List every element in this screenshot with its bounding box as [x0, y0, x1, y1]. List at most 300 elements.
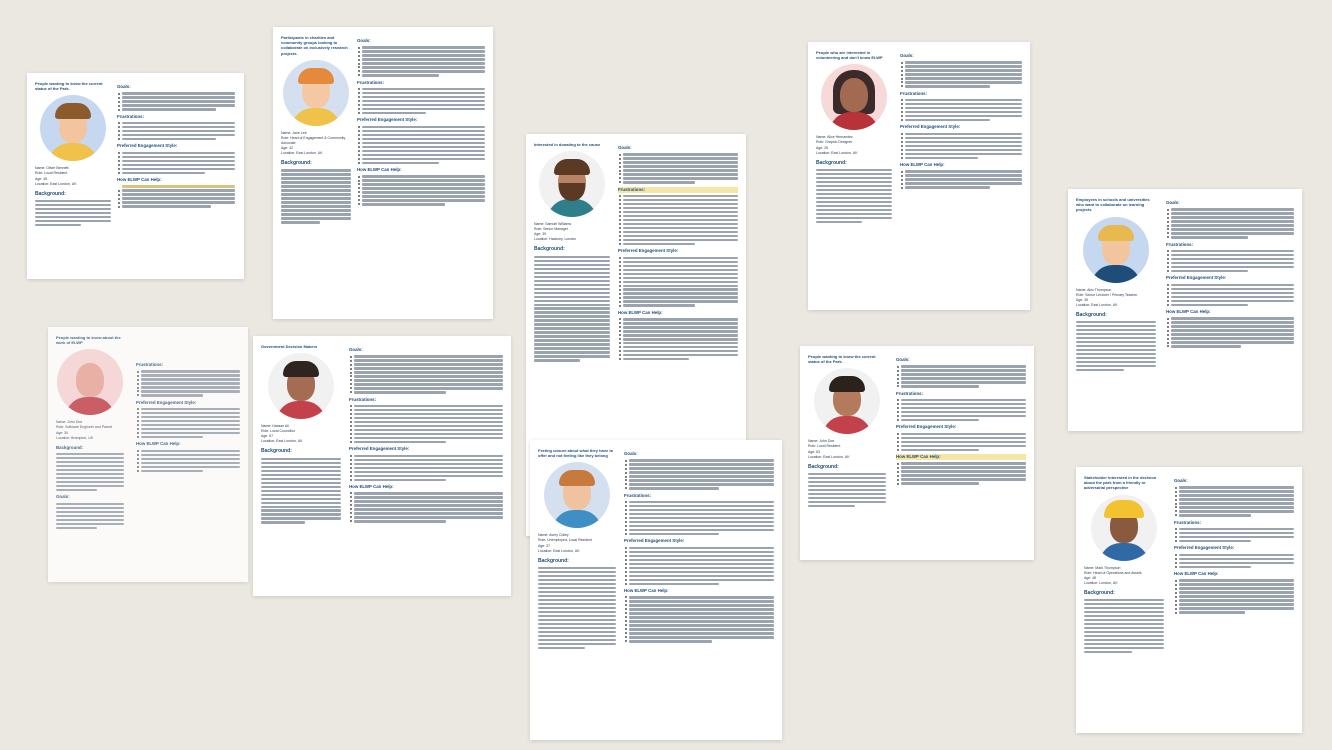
text-line — [354, 496, 503, 498]
text-line — [1179, 591, 1294, 593]
text-line — [623, 199, 738, 201]
text-line — [35, 208, 111, 210]
text-line — [1171, 216, 1294, 218]
text-line — [816, 213, 892, 215]
text-line — [629, 501, 774, 503]
text-line — [623, 257, 738, 259]
text-line — [623, 169, 738, 171]
frustrations-heading: Frustrations: — [1174, 519, 1202, 525]
text-line — [905, 174, 1022, 176]
persona-role: Role: Local Councillor — [261, 429, 296, 434]
text-line — [629, 471, 774, 473]
text-line — [816, 217, 892, 219]
text-line — [354, 441, 446, 443]
text-line — [623, 165, 738, 167]
background-heading: Background: — [808, 463, 839, 470]
text-line — [629, 624, 774, 626]
text-line — [623, 277, 738, 279]
persona-role: Role: Local Resident — [808, 444, 841, 449]
text-line — [354, 359, 503, 361]
text-line — [629, 600, 774, 602]
persona-card-9 — [800, 346, 1034, 560]
text-line — [362, 104, 485, 106]
text-line — [362, 88, 485, 90]
text-line — [629, 483, 774, 485]
text-line — [1171, 296, 1294, 298]
text-line — [1076, 361, 1156, 363]
text-line — [1171, 325, 1294, 327]
text-line — [261, 502, 341, 504]
text-line — [534, 307, 610, 309]
text-line — [362, 158, 485, 160]
text-line — [629, 509, 774, 511]
text-line — [122, 205, 211, 207]
text-line — [1171, 220, 1294, 222]
text-line — [56, 527, 97, 529]
text-line — [56, 465, 124, 467]
help-heading: How ELWP Can Help: — [136, 441, 181, 447]
text-line — [816, 205, 892, 207]
text-line — [623, 342, 738, 344]
background-heading: Background: — [35, 190, 66, 197]
text-line — [261, 458, 341, 460]
text-line — [1171, 266, 1294, 268]
text-line — [362, 50, 485, 52]
text-line — [141, 450, 240, 452]
text-line — [1179, 562, 1294, 564]
card-title: People wanting to know the current status of the Park. — [808, 354, 876, 365]
background-heading: Background: — [534, 246, 565, 253]
persona-age: Age: 48 — [1084, 575, 1097, 580]
text-line — [623, 157, 738, 159]
persona-name: Name: Mark Thompson — [1084, 565, 1121, 570]
text-line — [1179, 494, 1294, 496]
text-line — [141, 416, 240, 418]
text-line — [534, 315, 610, 317]
text-line — [623, 173, 738, 175]
help-heading: How ELWP Can Help: — [618, 309, 663, 315]
text-line — [122, 189, 235, 191]
text-line — [808, 489, 886, 491]
persona-age: Age: 42 — [281, 145, 294, 150]
text-line — [141, 466, 240, 468]
text-line — [354, 520, 446, 522]
persona-name: Name: John Doe — [56, 420, 83, 425]
avatar — [57, 349, 123, 415]
text-line — [281, 193, 351, 195]
text-line — [354, 379, 503, 381]
text-line — [629, 640, 712, 642]
text-line — [816, 209, 892, 211]
text-line — [623, 304, 695, 306]
text-line — [261, 474, 341, 476]
text-line — [56, 523, 124, 525]
text-line — [1076, 357, 1156, 359]
text-line — [281, 221, 320, 223]
text-line — [354, 371, 503, 373]
persona-location: Location: East London, UK — [281, 151, 323, 155]
text-line — [362, 126, 485, 128]
text-line — [901, 474, 1026, 476]
text-line — [362, 100, 485, 102]
text-line — [362, 62, 485, 64]
text-line — [362, 130, 485, 132]
persona-card-7 — [253, 336, 511, 596]
text-line — [354, 413, 503, 415]
text-line — [141, 424, 240, 426]
card-title: People who are interested in volunteering and don't know ELWP — [816, 50, 883, 61]
text-line — [808, 505, 855, 507]
persona-role: Role: Head of Engagement & Community Advocate — [281, 135, 346, 145]
text-line — [362, 195, 485, 197]
text-line — [901, 482, 979, 484]
text-line — [1076, 337, 1156, 339]
persona-role: Role: Unemployed, Local Resident — [538, 538, 592, 543]
text-line — [56, 515, 124, 517]
text-line — [1171, 284, 1294, 286]
text-line — [1171, 321, 1294, 323]
text-line — [261, 470, 341, 472]
text-line — [1171, 258, 1294, 260]
text-line — [362, 183, 485, 185]
text-line — [362, 58, 485, 60]
text-line — [1171, 236, 1248, 238]
text-line — [629, 571, 774, 573]
text-line — [538, 627, 616, 629]
text-line — [816, 181, 892, 183]
text-line — [623, 326, 738, 328]
goals-heading: Goals: — [56, 494, 70, 500]
text-line — [261, 513, 341, 515]
text-line — [1171, 317, 1294, 319]
goals-heading: Goals: — [349, 347, 363, 352]
text-line — [901, 377, 1026, 379]
text-line — [1179, 536, 1294, 538]
text-line — [629, 612, 774, 614]
text-line — [261, 482, 341, 484]
background-heading: Background: — [56, 444, 84, 450]
text-line — [1179, 506, 1294, 508]
text-line — [623, 292, 738, 294]
text-line — [1084, 607, 1164, 609]
text-line — [534, 351, 610, 353]
text-line — [1171, 212, 1294, 214]
text-line — [35, 216, 111, 218]
text-line — [1179, 595, 1294, 597]
text-line — [35, 220, 111, 222]
text-line — [534, 327, 610, 329]
text-line — [354, 471, 503, 473]
text-line — [534, 323, 610, 325]
text-line — [1084, 631, 1164, 633]
text-line — [354, 383, 503, 385]
persona-role: Role: Head of Operations and Assets — [1084, 570, 1142, 575]
persona-name: Name: Avery Colley — [538, 533, 569, 538]
text-line — [905, 157, 978, 159]
goals-heading: Goals: — [357, 38, 371, 43]
text-line — [1084, 615, 1164, 617]
text-line — [362, 199, 485, 201]
text-line — [623, 211, 738, 213]
text-line — [1084, 619, 1164, 621]
text-line — [534, 335, 610, 337]
text-line — [534, 268, 610, 270]
text-line — [362, 74, 439, 76]
text-line — [362, 179, 485, 181]
help-heading: How ELWP Can Help: — [357, 166, 402, 172]
text-line — [362, 108, 485, 110]
help-heading: How ELWP Can Help: — [117, 177, 162, 183]
text-line — [122, 100, 235, 102]
background-heading: Background: — [816, 159, 847, 166]
text-line — [629, 583, 719, 585]
text-line — [816, 221, 862, 223]
text-line — [122, 172, 205, 174]
text-line — [281, 181, 351, 183]
text-line — [901, 365, 1026, 367]
text-line — [1179, 502, 1294, 504]
text-line — [629, 604, 774, 606]
text-line — [623, 181, 695, 183]
text-line — [1179, 514, 1251, 516]
text-line — [261, 521, 305, 523]
text-line — [122, 164, 235, 166]
text-line — [261, 490, 341, 492]
text-line — [281, 169, 351, 171]
text-line — [122, 138, 216, 140]
text-line — [1076, 349, 1156, 351]
text-line — [354, 455, 503, 457]
text-line — [141, 454, 240, 456]
text-line — [538, 583, 616, 585]
card-title: People wanting to know about the work of ELWP — [56, 335, 121, 346]
persona-role: Role: Senior Manager — [534, 227, 569, 232]
text-line — [901, 437, 1026, 439]
text-line — [538, 575, 616, 577]
engagement-heading: Preferred Engagement Style: — [357, 117, 418, 123]
frustrations-heading: Frustrations: — [349, 396, 377, 402]
text-line — [362, 203, 445, 205]
text-line — [623, 322, 738, 324]
text-line — [354, 437, 503, 439]
help-heading: How ELWP Can Help: — [896, 454, 1026, 460]
text-line — [905, 111, 1022, 113]
text-line — [623, 346, 738, 348]
text-line — [905, 182, 1022, 184]
goals-heading: Goals: — [900, 53, 914, 58]
text-line — [629, 467, 774, 469]
text-line — [534, 304, 610, 306]
text-line — [122, 126, 235, 128]
text-line — [281, 177, 351, 179]
text-line — [56, 503, 124, 505]
text-line — [122, 96, 235, 98]
text-line — [141, 394, 203, 396]
text-line — [362, 162, 439, 164]
text-line — [354, 429, 503, 431]
text-line — [354, 508, 503, 510]
text-line — [623, 227, 738, 229]
text-line — [261, 478, 341, 480]
text-line — [354, 417, 503, 419]
persona-card-8 — [530, 440, 782, 740]
text-line — [1171, 292, 1294, 294]
text-line — [261, 506, 341, 508]
text-line — [534, 260, 610, 262]
text-line — [816, 201, 892, 203]
text-line — [629, 525, 774, 527]
text-line — [905, 178, 1022, 180]
text-line — [362, 187, 485, 189]
engagement-heading: Preferred Engagement Style: — [117, 143, 178, 149]
help-heading: How ELWP Can Help: — [900, 162, 945, 168]
text-line — [816, 173, 892, 175]
text-line — [1084, 623, 1164, 625]
engagement-heading: Preferred Engagement Style: — [1174, 545, 1235, 551]
text-line — [1179, 486, 1294, 488]
text-line — [1076, 365, 1156, 367]
text-line — [354, 367, 503, 369]
text-line — [538, 571, 616, 573]
text-line — [281, 205, 351, 207]
avatar — [814, 368, 880, 434]
text-line — [354, 475, 503, 477]
text-line — [629, 608, 774, 610]
text-line — [905, 99, 1022, 101]
text-line — [141, 390, 240, 392]
goals-heading: Goals: — [1166, 200, 1180, 205]
text-line — [629, 636, 774, 638]
text-line — [56, 469, 124, 471]
frustrations-heading: Frustrations: — [896, 390, 924, 396]
text-line — [623, 161, 738, 163]
text-line — [901, 441, 1026, 443]
text-line — [901, 373, 1026, 375]
text-line — [281, 189, 351, 191]
text-line — [534, 296, 610, 298]
text-line — [122, 193, 235, 195]
text-line — [354, 467, 503, 469]
text-line — [901, 445, 1026, 447]
text-line — [1076, 345, 1156, 347]
text-line — [905, 69, 1022, 71]
text-line — [629, 479, 774, 481]
text-line — [901, 462, 1026, 464]
text-line — [354, 516, 503, 518]
text-line — [808, 497, 886, 499]
text-line — [629, 513, 774, 515]
persona-age: Age: 26 — [816, 145, 829, 150]
text-line — [905, 103, 1022, 105]
text-line — [623, 330, 738, 332]
text-line — [141, 374, 240, 376]
text-line — [122, 122, 235, 124]
frustrations-heading: Frustrations: — [618, 187, 738, 193]
text-line — [261, 509, 341, 511]
help-heading: How ELWP Can Help: — [1174, 571, 1219, 577]
persona-name: Name: Samuel Williams — [534, 222, 572, 227]
frustrations-heading: Frustrations: — [624, 492, 652, 498]
persona-card-10 — [1076, 467, 1302, 733]
persona-location: Location: East London, UK — [261, 439, 303, 444]
text-line — [141, 458, 240, 460]
persona-card-1 — [27, 73, 244, 279]
text-line — [538, 599, 616, 601]
text-line — [623, 243, 695, 245]
avatar — [283, 60, 349, 126]
text-line — [1179, 540, 1251, 542]
text-line — [623, 239, 738, 241]
persona-age: Age: 30 — [56, 430, 69, 435]
text-line — [629, 616, 774, 618]
text-line — [538, 567, 616, 569]
goals-heading: Goals: — [117, 84, 131, 89]
text-line — [56, 453, 124, 455]
text-line — [901, 466, 1026, 468]
text-line — [354, 375, 503, 377]
text-line — [1171, 224, 1294, 226]
text-line — [623, 334, 738, 336]
text-line — [534, 284, 610, 286]
text-line — [901, 419, 979, 421]
help-heading: How ELWP Can Help: — [349, 483, 394, 489]
text-line — [141, 412, 240, 414]
text-line — [122, 168, 235, 170]
text-line — [141, 408, 240, 410]
goals-heading: Goals: — [618, 145, 632, 150]
engagement-heading: Preferred Engagement Style: — [896, 424, 957, 430]
text-line — [623, 354, 738, 356]
text-line — [362, 146, 485, 148]
text-line — [534, 339, 610, 341]
text-line — [808, 501, 886, 503]
background-heading: Background: — [281, 160, 312, 167]
persona-name: Name: Hassan Ali — [261, 424, 289, 429]
text-line — [354, 391, 446, 393]
persona-age: Age: 35 — [1076, 297, 1089, 302]
persona-location: Location: East London, UK — [35, 181, 77, 186]
avatar — [821, 64, 887, 130]
avatar — [1083, 217, 1149, 283]
text-line — [1171, 329, 1294, 331]
text-line — [1171, 270, 1248, 272]
text-line — [1084, 599, 1164, 601]
text-line — [362, 134, 485, 136]
text-line — [538, 639, 616, 641]
text-line — [362, 150, 485, 152]
text-line — [141, 382, 240, 384]
text-line — [534, 256, 610, 258]
text-line — [1171, 208, 1294, 210]
text-line — [362, 70, 485, 72]
card-title: Stakeholder interested in the decision about the park from a friendly or adversarial perspective — [1084, 475, 1157, 491]
engagement-heading: Preferred Engagement Style: — [900, 124, 961, 130]
text-line — [538, 603, 616, 605]
text-line — [623, 235, 738, 237]
text-line — [629, 521, 774, 523]
text-line — [816, 189, 892, 191]
text-line — [1084, 603, 1164, 605]
text-line — [905, 170, 1022, 172]
text-line — [354, 363, 503, 365]
text-line — [1179, 510, 1294, 512]
text-line — [534, 300, 610, 302]
text-line — [354, 512, 503, 514]
text-line — [281, 209, 351, 211]
text-line — [56, 477, 124, 479]
text-line — [1179, 611, 1245, 613]
text-line — [1076, 325, 1156, 327]
